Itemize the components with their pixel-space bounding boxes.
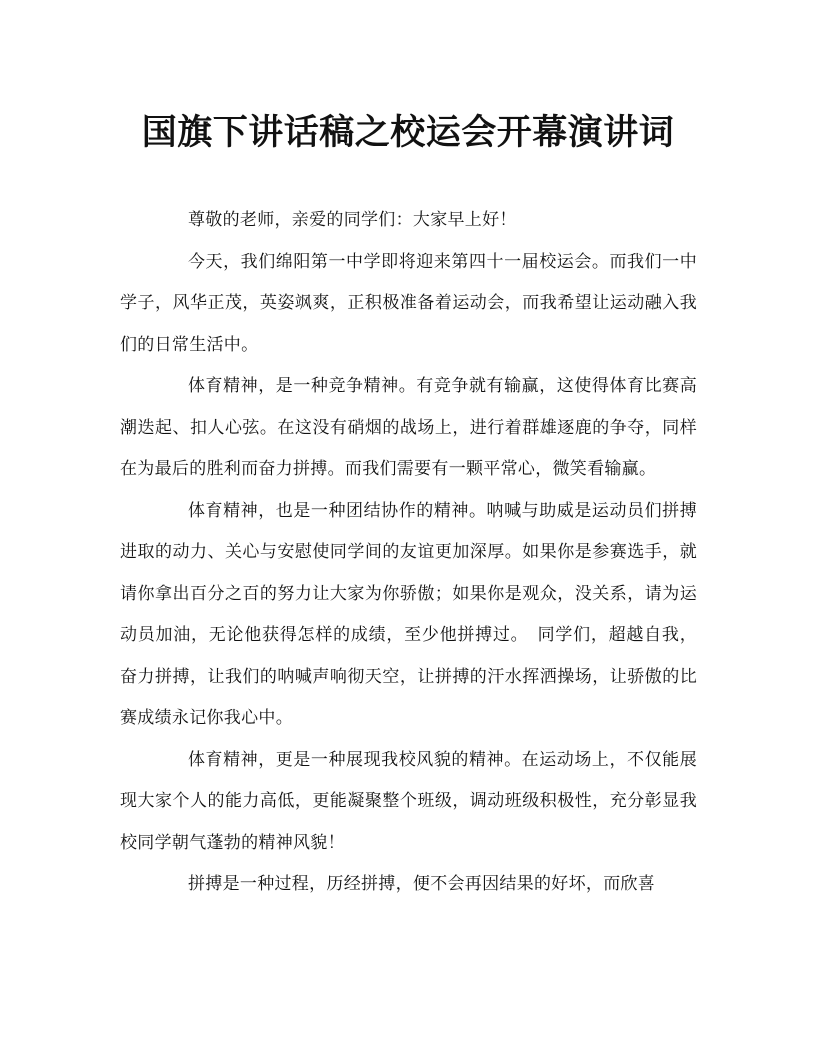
paragraph-school-spirit: 体育精神，更是一种展现我校风貌的精神。在运动场上，不仅能展现大家个人的能力高低，更能凝聚整个班级，调动班级积极性，充分彰显我校同学朝气蓬勃的精神风貌！ xyxy=(120,749,697,853)
paragraph-competition: 体育精神，是一种竞争精神。有竞争就有输赢，这使得体育比赛高潮迭起、扣人心弦。在这没有硝烟的战场上，进行着群雄逐鹿的争夺，同样在为最后的胜利而奋力拼搏。而我们需要有一颗平常心，微笑看输赢。 xyxy=(120,376,697,479)
paragraph-teamwork: 体育精神，也是一种团结协作的精神。呐喊与助威是运动员们拼搏进取的动力、关心与安慰使同学间的友谊更加深厚。如果你是参赛选手，就请你拿出百分之百的努力让大家为你骄傲；如果你是观众，没关系，请为运动员加油，无论他获得怎样的成绩，至少他拼搏过。 同学们，超越自我，奋力拼搏，让我们的呐喊声响彻天空，让拼搏的汗水挥洒操场，让骄傲的比赛成绩永记你我心中。 xyxy=(120,500,697,728)
paragraph-greeting: 尊敬的老师，亲爱的同学们：大家早上好！ xyxy=(188,210,517,230)
document-title: 国旗下讲话稿之校运会开幕演讲词 xyxy=(141,112,675,153)
paragraph-intro: 今天，我们绵阳第一中学即将迎来第四十一届校运会。而我们一中学子，风华正茂，英姿飒爽，正积极准备着运动会，而我希望让运动融入我们的日常生活中。 xyxy=(120,251,697,355)
paragraph-striving: 拼搏是一种过程，历经拼搏，便不会再因结果的好坏，而欣喜 xyxy=(188,874,656,894)
document-body xyxy=(120,200,697,906)
